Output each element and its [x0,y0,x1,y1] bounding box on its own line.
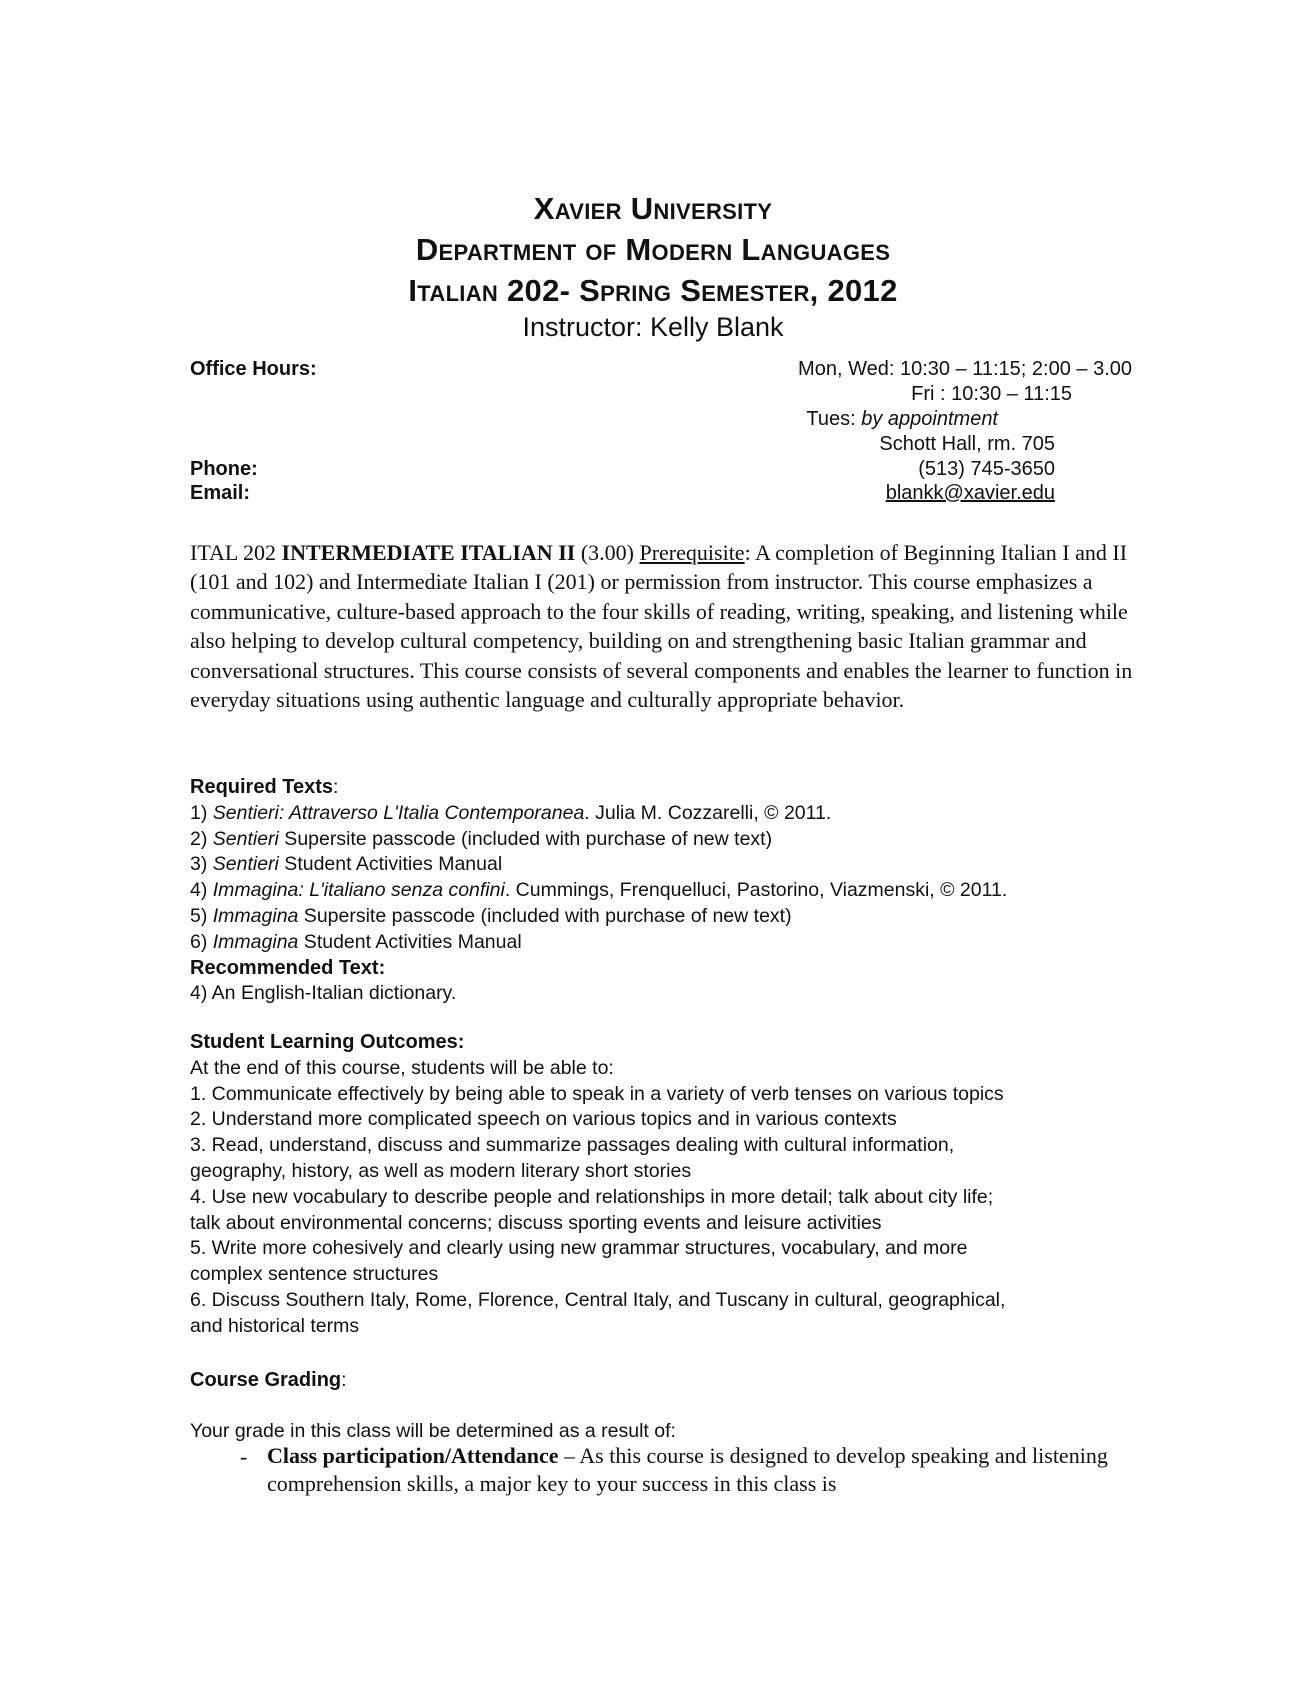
phone-label: Phone: [190,458,258,480]
list-item: 2. Understand more complicated speech on various topics and in various contexts [190,1108,897,1131]
course-grading-colon: : [341,1369,347,1391]
course-credits: (3.00) [575,540,640,565]
list-item: and historical terms [190,1314,360,1337]
list-item: talk about environmental concerns; discuss sporting events and leisure activities [190,1211,882,1234]
office-hours-label: Office Hours: [190,358,317,380]
list-item: 1. Communicate effectively by being able to speak in a variety of verb tenses on various topics [190,1082,1004,1105]
grading-bullet-title: Class participation/Attendance [267,1443,559,1468]
recommended-text-item: 4) An English-Italian dictionary. [190,982,457,1005]
course-grading-heading-line [190,1368,1150,1394]
department-name: Department of Modern Languages [415,232,891,267]
list-item: 4) Immagina: L'italiano senza confini. Cummings, Frenquelluci, Pastorino, Viazmenski, © 2011. [190,879,1008,902]
list-item: 3) Sentieri Student Activities Manual [190,853,503,876]
grading-intro: Your grade in this class will be determined as a result of: [190,1420,676,1442]
office-hours-line3 [298,408,998,431]
email-label: Email: [190,482,251,504]
list-item: complex sentence structures [190,1263,439,1286]
office-location: Schott Hall, rm. 705 [879,433,1055,455]
recommended-text-heading: Recommended Text: [190,956,386,979]
list-item: 5) Immagina Supersite passcode (included with purchase of new text) [190,904,792,927]
phone-number: (513) 745-3650 [918,458,1055,480]
instructor-name: Instructor: Kelly Blank [522,312,784,342]
course-title: Italian 202- Spring Semester, 2012 [408,273,898,308]
course-description [190,538,1140,714]
prerequisite-label: Prerequisite [639,540,745,565]
by-appointment: by appointment [861,408,998,430]
office-hours-line1: Mon, Wed: 10:30 – 11:15; 2:00 – 3.00 [798,358,1132,380]
list-item: 5. Write more cohesively and clearly using new grammar structures, vocabulary, and more [190,1237,968,1260]
list-item: 4. Use new vocabulary to describe people and relationships in more detail; talk about city life; [190,1185,994,1208]
list-item: 2) Sentieri Supersite passcode (included with purchase of new text) [190,827,773,850]
university-name: Xavier University [533,191,773,226]
required-texts-heading: Required Texts [190,776,333,798]
list-item: 3. Read, understand, discuss and summarize passages dealing with cultural information, [190,1134,955,1157]
tues-prefix: Tues: [806,408,862,430]
list-item: 1) Sentieri: Attraverso L'Italia Contemporanea. Julia M. Cozzarelli, © 2011. [190,801,832,824]
document-header [0,188,1306,343]
description-text: : A completion of Beginning Italian I and II (101 and 102) and Intermediate Italian I (201) or permission from instructor. This course emphasizes a communicative, culture-based approach to the four skills of reading, writing, speaking, and listening while also helping to develop cultural competency, building on and strengthening basic Italian grammar and conversational structures. This course consists of several components and enables the learner to function in everyday situations using authentic language and culturally appropriate behavior. [190,540,1133,713]
course-code: ITAL 202 [190,540,282,565]
required-texts-colon: : [333,776,339,798]
learning-outcomes-heading: Student Learning Outcomes: [190,1031,465,1053]
course-grading-heading: Course Grading [190,1369,342,1391]
course-name: INTERMEDIATE ITALIAN II [281,540,576,565]
list-item: geography, history, as well as modern literary short stories [190,1159,692,1182]
grading-bullet [267,1442,1117,1498]
list-item: 6) Immagina Student Activities Manual [190,930,522,953]
bullet-dash: - [240,1444,248,1469]
learning-outcomes-section [190,1030,1150,1340]
learning-outcomes-intro: At the end of this course, students will be able to: [190,1056,614,1079]
grading-bullet-text: – As this course is designed to develop speaking and listening comprehension skills, a major key to your success in this class is [267,1443,1108,1496]
office-hours-line2: Fri : 10:30 – 11:15 [911,383,1072,405]
email-link[interactable]: blankk@xavier.edu [885,482,1055,504]
required-texts-section [190,775,1150,1007]
list-item: 6. Discuss Southern Italy, Rome, Florence, Central Italy, and Tuscany in cultural, geographical, [190,1288,1006,1311]
